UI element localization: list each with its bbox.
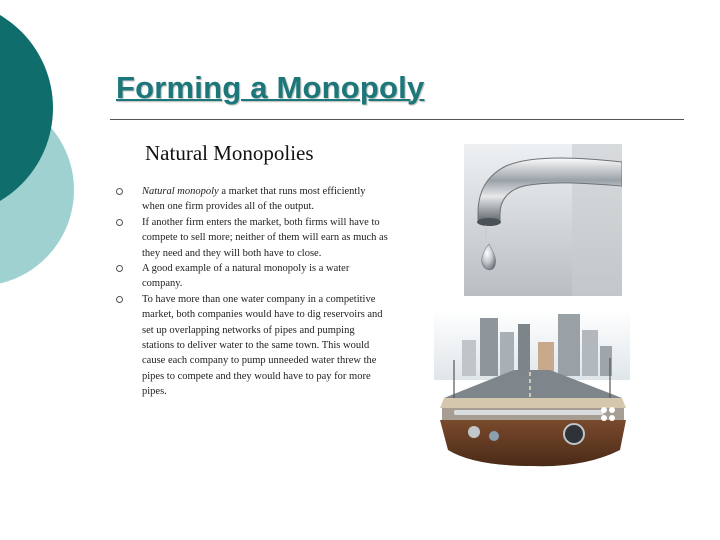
bullet-item: [116, 261, 388, 292]
bullet-item: [116, 184, 388, 215]
bullet-icon: [116, 296, 123, 303]
city-infrastructure-illustration: [434, 310, 630, 468]
title-divider: [110, 119, 684, 120]
bullet-text: To have more than one water company in a competitive market, both companies would have to dig reservoirs and set up overlapping networks of pipes and pumping stations to deliver water to the same town. This would cause each company to pump unneeded water threw the pipes to compete and they would have to pay for more pipes.: [142, 293, 383, 398]
slide-subtitle: Natural Monopolies: [145, 141, 314, 165]
bullet-text: If another firm enters the market, both firms will have to compete to sell more; neither of them will earn as much as they need and they will both have to close.: [142, 216, 388, 259]
bullet-icon: [116, 188, 123, 195]
bullet-item: [116, 215, 388, 261]
bullet-text: A good example of a natural monopoly is a water company.: [142, 263, 350, 290]
bullet-icon: [116, 219, 123, 226]
bullet-icon: [116, 265, 123, 272]
bullet-item: [116, 292, 388, 400]
faucet-photo: [464, 144, 622, 296]
term-natural-monopoly: Natural monopoly: [142, 186, 219, 197]
corner-decoration: [0, 0, 120, 300]
slide-title: Forming a Monopoly: [116, 70, 425, 105]
bullet-text: a market that runs most efficiently when one firm provides all of the output.: [142, 186, 366, 213]
bullet-list: [116, 184, 388, 400]
